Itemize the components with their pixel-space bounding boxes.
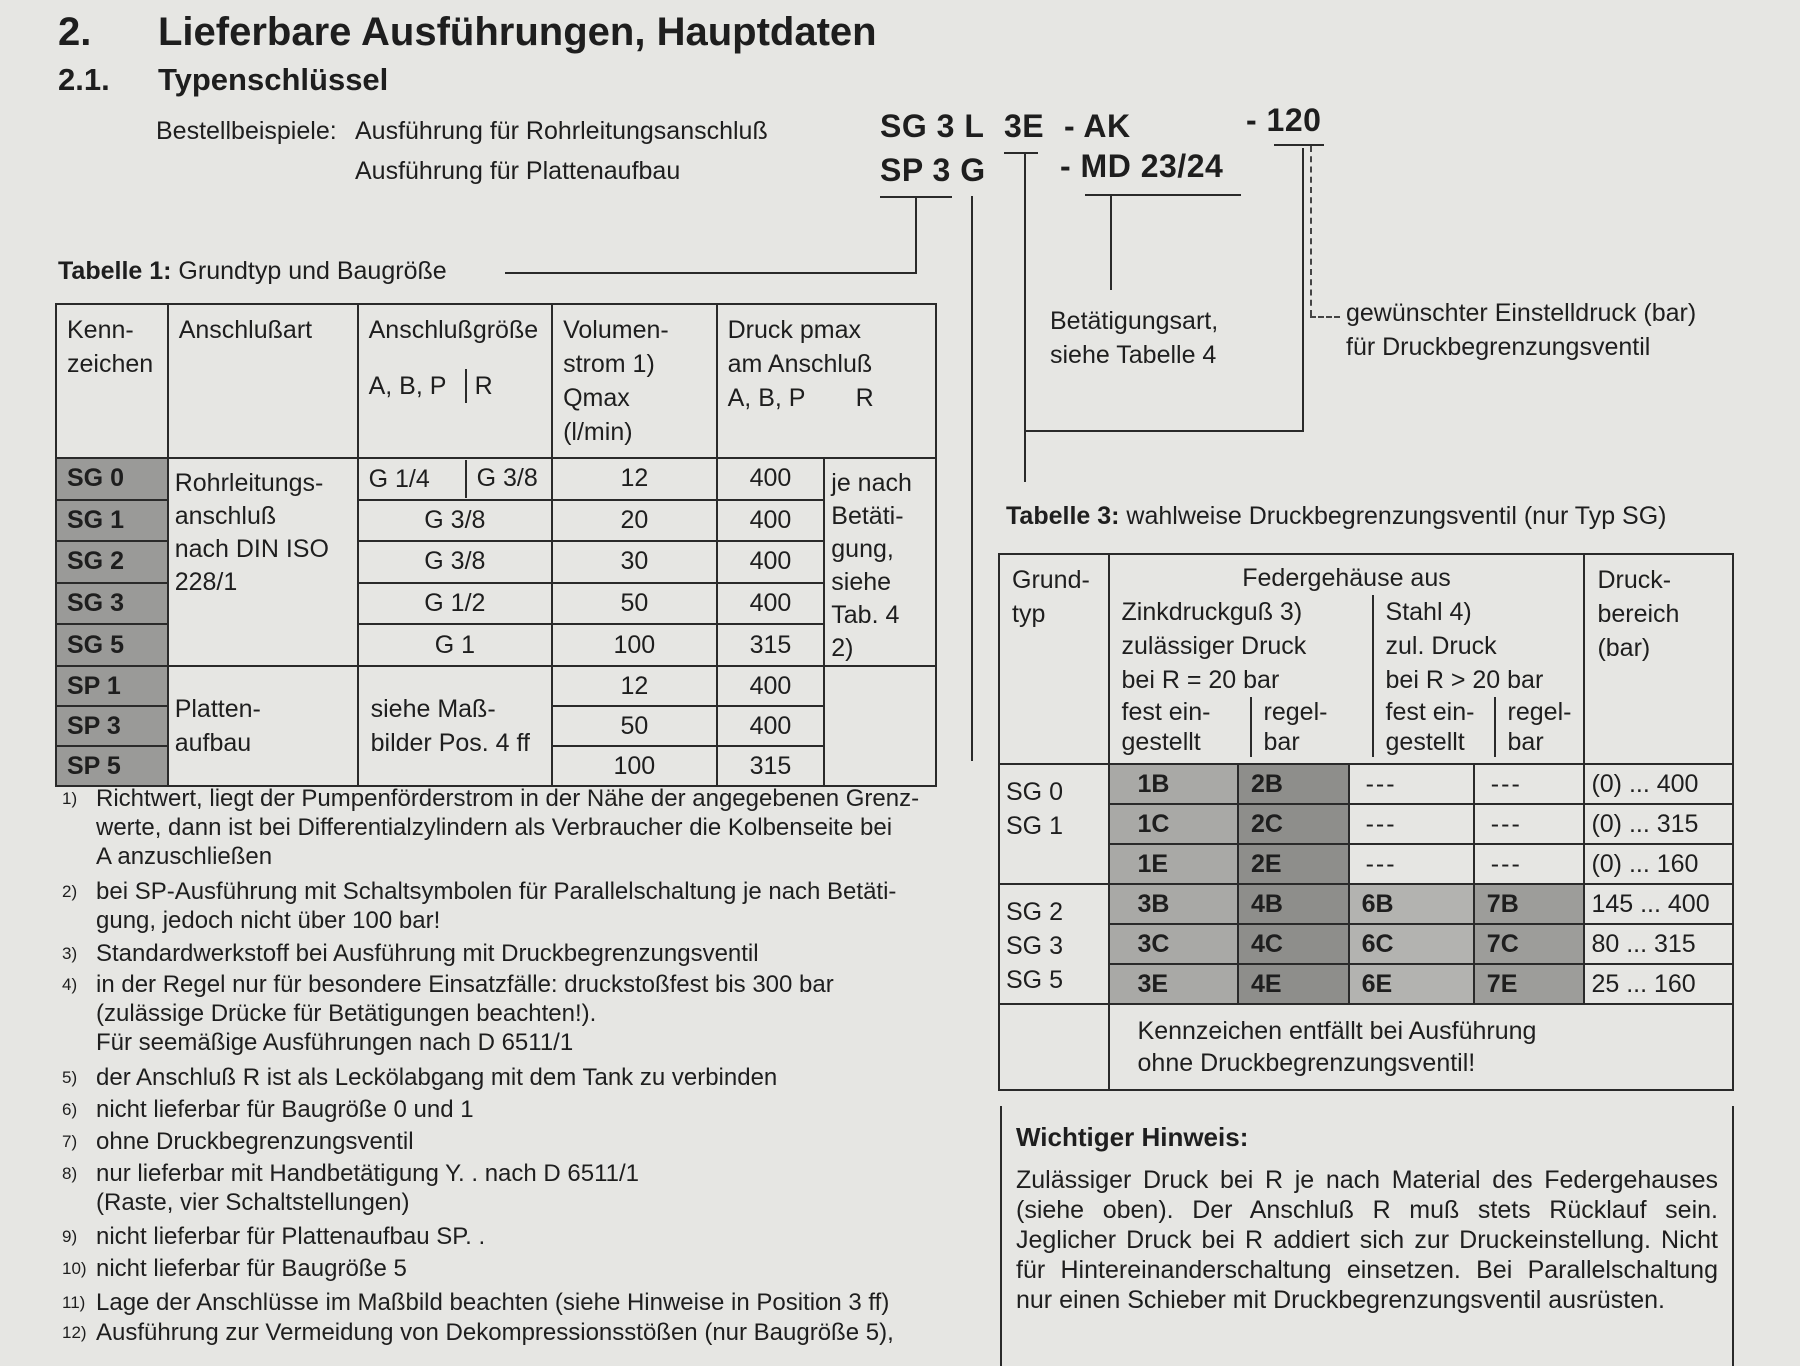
footnote-text — [96, 877, 966, 935]
cell-druck: 400 — [717, 666, 825, 706]
footnote-key: 6) — [62, 1100, 78, 1119]
order-code-1-type: SG 3 L — [880, 108, 985, 144]
cell-druck-r-note — [824, 458, 936, 666]
header-sub — [728, 381, 925, 415]
cell-zink-regel: 4C — [1238, 924, 1349, 964]
footnote-text — [96, 1095, 966, 1124]
connector-line — [1085, 194, 1241, 196]
table3-caption-text: wahlweise Druckbegrenzungsventil (nur Typ SG) — [1126, 502, 1667, 530]
cell-druck: 400 — [717, 541, 825, 583]
cell-note — [1109, 1004, 1733, 1090]
header-line: Kenn- — [67, 316, 134, 344]
cell-volumenstrom: 20 — [552, 500, 717, 542]
cell-line: SG 3 — [1006, 932, 1063, 960]
footnote-line: nicht lieferbar für Plattenaufbau SP. . — [96, 1223, 486, 1250]
callout-line: Betätigungsart, — [1050, 307, 1219, 335]
cell-druckbereich: 80 ... 315 — [1584, 924, 1733, 964]
cell-volumenstrom: 12 — [552, 666, 717, 706]
connector-line — [1024, 430, 1304, 432]
table-row — [999, 884, 1733, 924]
footnote-key: 9) — [62, 1227, 78, 1246]
header-stahl-regel — [1496, 697, 1584, 757]
header-zink — [1110, 595, 1374, 697]
header-line: regel- — [1263, 698, 1328, 726]
header-line: zul. Druck — [1385, 632, 1497, 660]
table-row — [999, 964, 1733, 1004]
cell-groesse: G 3/8 — [358, 500, 553, 542]
important-hint-box — [1000, 1106, 1734, 1366]
note-line: Kennzeichen entfällt bei Ausführung — [1137, 1017, 1537, 1045]
footnote-line: Für seemäßige Ausführungen nach D 6511/1 — [96, 1029, 574, 1056]
footnote-key: 2) — [62, 882, 78, 901]
footnote-key: 4) — [62, 975, 78, 994]
footnote-text — [96, 939, 966, 968]
callout-line: siehe Tabelle 4 — [1050, 341, 1217, 369]
cell-stahl-regel: --- — [1474, 844, 1585, 884]
order-code-1-valve: 3E — [1004, 108, 1045, 144]
footnote — [62, 1127, 966, 1156]
cell-druck: 400 — [717, 583, 825, 625]
footnote — [62, 877, 966, 935]
table1-caption-label: Tabelle 1: — [58, 257, 172, 285]
table-row — [56, 458, 936, 500]
footnote — [62, 1288, 966, 1317]
header-line: fest ein- — [1385, 698, 1475, 726]
header-line: Stahl 4) — [1385, 598, 1472, 626]
callout-betaetigung — [1050, 304, 1218, 372]
connector-line — [1274, 144, 1324, 146]
cell-stahl-fest: --- — [1349, 844, 1474, 884]
cell-druck: 400 — [717, 458, 825, 500]
connector-line — [1024, 152, 1026, 482]
cell-empty — [999, 1004, 1109, 1090]
header-line: Grund- — [1012, 566, 1090, 594]
cell-zink-fest: 1B — [1109, 764, 1238, 804]
note-line: ohne Druckbegrenzungsventil! — [1137, 1049, 1476, 1077]
cell-groesse-sp — [358, 666, 553, 786]
header-line: regel- — [1507, 698, 1572, 726]
cell-groesse — [358, 458, 553, 500]
cell-line: 228/1 — [174, 568, 238, 596]
header-line: Anschlußgröße — [368, 316, 539, 344]
header-stahl-fest — [1374, 697, 1496, 757]
cell-line: nach DIN ISO — [174, 535, 329, 563]
header-material-row — [1110, 595, 1584, 697]
cell-zink-regel: 2E — [1238, 844, 1349, 884]
order-code-1-pressure: - 120 — [1246, 102, 1322, 138]
footnote-line: der Anschluß R ist als Leckölabgang mit dem Tank zu verbinden — [96, 1064, 778, 1091]
footnote-key: 3) — [62, 944, 78, 963]
connector-line — [1004, 152, 1038, 154]
cell-zink-fest: 3E — [1109, 964, 1238, 1004]
footnote-line: ohne Druckbegrenzungsventil — [96, 1128, 414, 1155]
connector-line — [971, 196, 973, 761]
header-grundtyp — [999, 554, 1109, 764]
header-line: Federgehäuse aus — [1242, 564, 1451, 592]
header-zink-regel — [1252, 697, 1374, 757]
cell-line: SG 1 — [1006, 812, 1063, 840]
header-abp: A, B, P — [359, 369, 467, 403]
header-line: bei R > 20 bar — [1385, 666, 1544, 694]
footnote — [62, 1159, 966, 1217]
cell-druckbereich: (0) ... 315 — [1584, 804, 1733, 844]
cell-line: Rohrleitungs- — [174, 469, 324, 497]
footnote-key: 8) — [62, 1164, 78, 1183]
connector-line — [1302, 148, 1304, 432]
cell-line: Tab. 4 — [831, 601, 900, 629]
header-druck — [717, 304, 936, 458]
header-volumenstrom — [552, 304, 717, 458]
order-code-2-actuation: - MD 23/24 — [1060, 148, 1224, 184]
header-kennzeichen — [56, 304, 168, 458]
table-row — [56, 666, 936, 706]
header-zink-fest — [1110, 697, 1252, 757]
footnote — [62, 1095, 966, 1124]
cell-stahl-regel: 7C — [1474, 924, 1585, 964]
cell-stahl-fest: 6B — [1349, 884, 1474, 924]
header-line: bar — [1263, 728, 1300, 756]
footnote — [62, 1318, 966, 1347]
header-sub — [359, 361, 552, 407]
footnote-text — [96, 1288, 966, 1317]
header-line: am Anschluß — [727, 350, 873, 378]
hint-text: Zulässiger Druck bei R je nach Material des Federgehauses (siehe oben). Der Anschluß R muß stets Rücklauf sein. Jeglicher Druck bei R addiert sich zur Druckeinstellung. Nicht für Hintereinanderschaltung einsetzen. Bei Parallelschaltung nur einen Schieber mit Druckbegrenzungsventil ausrüsten. — [1016, 1166, 1718, 1314]
section-title: Lieferbare Ausführungen, Hauptdaten — [158, 10, 877, 54]
header-line: typ — [1012, 600, 1046, 628]
cell-druck: 400 — [717, 706, 825, 746]
footnote-line: gung, jedoch nicht über 100 bar! — [96, 907, 441, 934]
header-line: Zinkdruckguß 3) — [1121, 598, 1303, 626]
header-stahl — [1374, 595, 1556, 697]
footnote-line: Richtwert, liegt der Pumpenförderstrom in der Nähe der angegebenen Grenz- — [96, 785, 920, 812]
footnote-text — [96, 1063, 966, 1092]
cell-line: gung, — [831, 535, 894, 563]
cell-grundtyp-group1 — [999, 764, 1109, 884]
header-line: (bar) — [1597, 634, 1651, 662]
cell-line: Betäti- — [831, 502, 904, 530]
cell-zink-fest: 3B — [1109, 884, 1238, 924]
cell-druckbereich: 145 ... 400 — [1584, 884, 1733, 924]
table-header-row — [56, 304, 936, 458]
table-row — [999, 924, 1733, 964]
connector-dashed-line — [1310, 146, 1312, 316]
connector-line — [1110, 194, 1112, 290]
cell-line: siehe — [831, 568, 892, 596]
header-line: Volumen- — [563, 316, 669, 344]
cell-zink-regel: 2C — [1238, 804, 1349, 844]
header-line: zulässiger Druck — [1121, 632, 1307, 660]
footnote-line: A anzuschließen — [96, 843, 273, 870]
connector-line — [505, 272, 917, 274]
cell-stahl-fest: --- — [1349, 764, 1474, 804]
cell-anschlussart-sp — [168, 666, 358, 786]
table-row — [999, 804, 1733, 844]
cell-zink-fest: 1C — [1109, 804, 1238, 844]
footnote — [62, 784, 966, 871]
cell-line: SG 5 — [1006, 966, 1063, 994]
cell-druck: 315 — [717, 624, 825, 666]
table1-caption — [58, 257, 447, 286]
cell-volumenstrom: 30 — [552, 541, 717, 583]
footnote-line: bei SP-Ausführung mit Schaltsymbolen für Parallelschaltung je nach Betäti- — [96, 878, 897, 905]
cell-line: SG 2 — [1006, 898, 1063, 926]
order-code-2-type: SP 3 G — [880, 152, 986, 188]
table-druckbegrenzungsventil — [998, 553, 1734, 1091]
footnote-key: 1) — [62, 789, 78, 808]
footnote-key: 7) — [62, 1132, 78, 1151]
cell-groesse-r: G 3/8 — [476, 464, 538, 493]
cell-stahl-regel: 7B — [1474, 884, 1585, 924]
order-example-1-text: Ausführung für Rohrleitungsanschluß — [355, 117, 768, 145]
footnote — [62, 970, 966, 1057]
subsection-heading — [58, 62, 388, 98]
header-line: gestellt — [1385, 728, 1465, 756]
cell-volumenstrom: 50 — [552, 583, 717, 625]
cell-zink-regel: 4E — [1238, 964, 1349, 1004]
cell-groesse: G 1/2 — [358, 583, 553, 625]
footnote — [62, 1222, 966, 1251]
header-line: Qmax (l/min) — [563, 384, 633, 446]
cell-line: je nach — [831, 469, 912, 497]
section-heading — [58, 10, 877, 55]
table-grundtyp — [55, 303, 937, 787]
cell-druck: 315 — [717, 746, 825, 786]
footnote-line: nicht lieferbar für Baugröße 5 — [96, 1255, 407, 1282]
cell-volumenstrom: 50 — [552, 706, 717, 746]
cell-stahl-regel: --- — [1474, 804, 1585, 844]
cell-volumenstrom: 12 — [552, 458, 717, 500]
cell-kennzeichen: SG 0 — [56, 458, 168, 500]
cell-volumenstrom: 100 — [552, 746, 717, 786]
footnote-line: Standardwerkstoff bei Ausführung mit Druckbegrenzungsventil — [96, 940, 759, 967]
callout-einstelldruck — [1346, 296, 1696, 364]
footnote-key: 11) — [62, 1293, 86, 1312]
header-anschlussgroesse — [358, 304, 553, 458]
footnote-key: 10) — [62, 1259, 87, 1278]
footnote-key: 12) — [62, 1323, 87, 1342]
subsection-title: Typenschlüssel — [158, 62, 389, 97]
footnote — [62, 1063, 966, 1092]
header-line: bei R = 20 bar — [1121, 666, 1280, 694]
footnote-line: Lage der Anschlüsse im Maßbild beachten (siehe Hinweise in Position 3 ff) — [96, 1289, 890, 1316]
cell-stahl-regel: --- — [1474, 764, 1585, 804]
cell-split — [359, 460, 552, 498]
cell-stahl-fest: --- — [1349, 804, 1474, 844]
footnote-line: (zulässige Drücke für Betätigungen beachten!). — [96, 1000, 597, 1027]
footnote — [62, 939, 966, 968]
cell-kennzeichen: SG 5 — [56, 624, 168, 666]
header-federgehaeuse — [1109, 554, 1585, 764]
cell-empty — [824, 666, 936, 786]
cell-kennzeichen: SP 5 — [56, 746, 168, 786]
connector-line — [915, 196, 917, 272]
cell-line: siehe Maß- — [370, 695, 496, 723]
cell-groesse-abp: G 1/4 — [359, 460, 467, 498]
cell-kennzeichen: SP 1 — [56, 666, 168, 706]
cell-kennzeichen: SP 3 — [56, 706, 168, 746]
table-row — [999, 764, 1733, 804]
cell-druckbereich: (0) ... 400 — [1584, 764, 1733, 804]
header-line: gestellt — [1121, 728, 1201, 756]
footnote-line: Ausführung zur Vermeidung von Dekompressionsstößen (nur Baugröße 5), — [96, 1319, 894, 1346]
footnote-text — [96, 970, 966, 1057]
footnote-key: 5) — [62, 1068, 78, 1087]
footnote-line: nicht lieferbar für Baugröße 0 und 1 — [96, 1096, 474, 1123]
header-setting-row — [1110, 697, 1584, 763]
cell-anschlussart-sg — [168, 458, 358, 666]
header-druck-abp: A, B, P — [727, 384, 806, 412]
cell-groesse: G 1 — [358, 624, 553, 666]
header-line: strom 1) — [563, 350, 655, 378]
cell-kennzeichen: SG 1 — [56, 500, 168, 542]
cell-line: SG 0 — [1006, 778, 1063, 806]
footnote-line: in der Regel nur für besondere Einsatzfälle: druckstoßfest bis 300 bar — [96, 971, 834, 998]
header-r: R — [474, 372, 493, 400]
header-druckbereich — [1584, 554, 1733, 764]
cell-druckbereich: (0) ... 160 — [1584, 844, 1733, 884]
footnote-line: nur lieferbar mit Handbetätigung Y. . nach D 6511/1 — [96, 1160, 640, 1187]
cell-line: aufbau — [174, 729, 252, 757]
cell-grundtyp-group2 — [999, 884, 1109, 1004]
subsection-number: 2.1. — [58, 62, 110, 97]
cell-stahl-fest: 6E — [1349, 964, 1474, 1004]
cell-line: bilder Pos. 4 ff — [370, 729, 530, 757]
cell-stahl-regel: 7E — [1474, 964, 1585, 1004]
callout-line: für Druckbegrenzungsventil — [1346, 333, 1651, 361]
header-line: zeichen — [67, 350, 154, 378]
order-code-1-actuation: - AK — [1064, 108, 1131, 144]
footnote-text — [96, 1318, 966, 1347]
cell-volumenstrom: 100 — [552, 624, 717, 666]
cell-line: 2) — [831, 634, 854, 662]
order-example-2-text: Ausführung für Plattenaufbau — [355, 157, 681, 185]
header-line: Druck pmax — [727, 316, 861, 344]
cell-zink-fest: 3C — [1109, 924, 1238, 964]
hint-title: Wichtiger Hinweis: — [1016, 1122, 1249, 1152]
footnote-text — [96, 1159, 966, 1217]
table-row — [999, 844, 1733, 884]
header-line: bar — [1507, 728, 1544, 756]
cell-kennzeichen: SG 2 — [56, 541, 168, 583]
cell-groesse: G 3/8 — [358, 541, 553, 583]
callout-line: gewünschter Einstelldruck (bar) — [1346, 299, 1697, 327]
footnote-text — [96, 1127, 966, 1156]
cell-zink-fest: 1E — [1109, 844, 1238, 884]
footnote-text — [96, 1254, 966, 1283]
cell-stahl-fest: 6C — [1349, 924, 1474, 964]
cell-druckbereich: 25 ... 160 — [1584, 964, 1733, 1004]
header-line: fest ein- — [1121, 698, 1211, 726]
header-anschlussart: Anschlußart — [168, 304, 358, 458]
footnote-text — [96, 1222, 966, 1251]
cell-zink-regel: 4B — [1238, 884, 1349, 924]
header-line: Druck- — [1597, 566, 1672, 594]
header-line: bereich — [1597, 600, 1680, 628]
cell-kennzeichen: SG 3 — [56, 583, 168, 625]
cell-druck: 400 — [717, 500, 825, 542]
table-note-row — [999, 1004, 1733, 1090]
footnote-text — [96, 784, 966, 871]
table-header-row — [999, 554, 1733, 764]
footnote — [62, 1254, 966, 1283]
table3-caption-label: Tabelle 3: — [1006, 502, 1120, 530]
cell-line: Platten- — [174, 695, 261, 723]
header-druck-r: R — [855, 384, 874, 412]
table3-caption — [1006, 502, 1667, 531]
cell-line: anschluß — [174, 502, 277, 530]
footnote-line: (Raste, vier Schaltstellungen) — [96, 1189, 410, 1216]
section-number: 2. — [58, 10, 92, 54]
connector-dashed-line — [1310, 316, 1340, 318]
table1-caption-text: Grundtyp und Baugröße — [178, 257, 447, 285]
order-examples-label: Bestellbeispiele: — [156, 117, 337, 145]
footnote-line: werte, dann ist bei Differentialzylindern als Verbraucher die Kolbenseite bei — [96, 814, 893, 841]
cell-zink-regel: 2B — [1238, 764, 1349, 804]
